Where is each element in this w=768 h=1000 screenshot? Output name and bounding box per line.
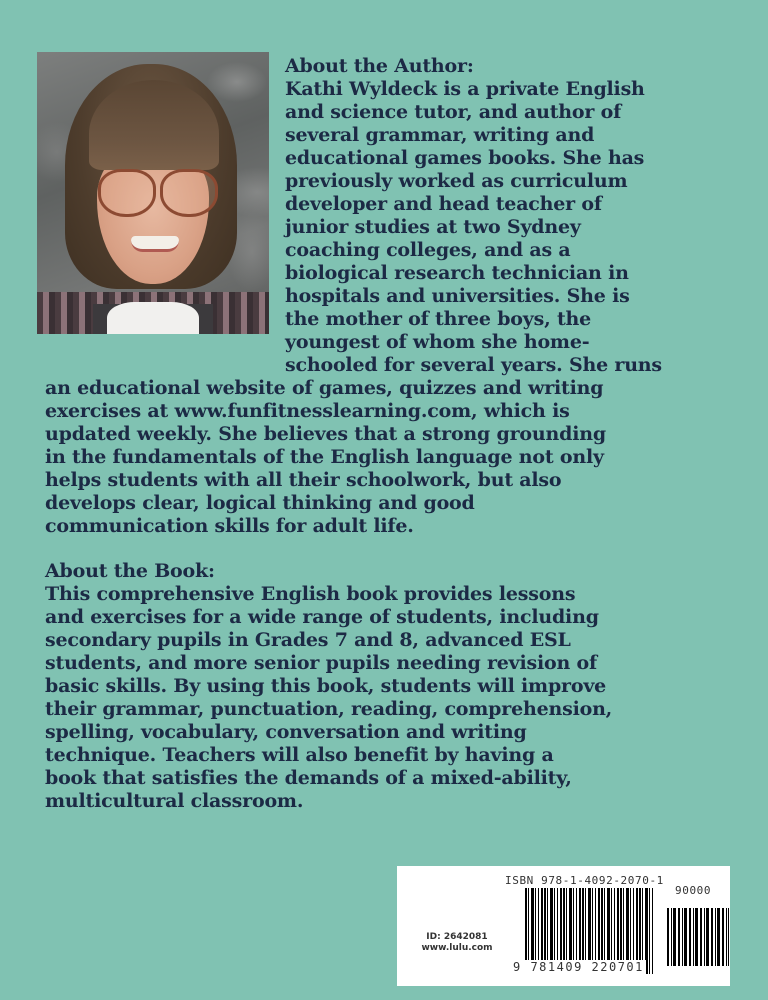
author-line: several grammar, writing and — [285, 124, 595, 146]
author-line: schooled for several years. She runs — [285, 354, 662, 376]
photo-shirt — [107, 302, 199, 334]
author-line: previously worked as curriculum — [285, 170, 628, 192]
author-line: an educational website of games, quizzes and writing — [45, 377, 604, 399]
author-line: updated weekly. She believes that a strong grounding — [45, 423, 606, 445]
author-line: helps students with all their schoolwork, but also — [45, 469, 562, 491]
author-line: communication skills for adult life. — [45, 515, 414, 537]
photo-smile — [131, 236, 179, 252]
book-line: and exercises for a wide range of students, including — [45, 606, 599, 628]
book-line: students, and more senior pupils needing revision of — [45, 652, 597, 674]
author-line: biological research technician in — [285, 262, 629, 284]
book-line: spelling, vocabulary, conversation and writing — [45, 721, 527, 743]
author-line: junior studies at two Sydney — [285, 216, 581, 238]
author-line: and science tutor, and author of — [285, 101, 622, 123]
book-line: their grammar, punctuation, reading, comprehension, — [45, 698, 613, 720]
id-label: ID: 2642081 — [426, 932, 488, 942]
addon-barcode-icon — [667, 908, 729, 966]
ean-digits: 9 781409 220701 — [513, 960, 644, 974]
book-line: secondary pupils in Grades 7 and 8, advanced ESL — [45, 629, 571, 651]
author-text-beside-photo — [285, 55, 662, 377]
book-line: basic skills. By using this book, students will improve — [45, 675, 607, 697]
book-heading: About the Book: — [45, 560, 215, 582]
author-line: coaching colleges, and as a — [285, 239, 571, 261]
publisher-website: www.lulu.com — [421, 943, 493, 953]
photo-glasses-right — [160, 169, 218, 217]
author-line: the mother of three boys, the — [285, 308, 592, 330]
author-line: in the fundamentals of the English language not only — [45, 446, 604, 468]
author-line: youngest of whom she home- — [285, 331, 590, 353]
author-line: educational games books. She has — [285, 147, 645, 169]
book-line: multicultural classroom. — [45, 790, 304, 812]
price-addon-number: 90000 — [675, 884, 712, 897]
isbn-label: ISBN 978-1-4092-2070-1 — [505, 874, 664, 887]
author-line: developer and head teacher of — [285, 193, 602, 215]
book-line: book that satisfies the demands of a mixed-ability, — [45, 767, 572, 789]
barcode-box — [397, 866, 730, 986]
author-line: develops clear, logical thinking and good — [45, 492, 475, 514]
author-text-full-width — [45, 377, 606, 538]
author-photo — [37, 52, 269, 334]
book-section — [45, 560, 612, 813]
book-line: technique. Teachers will also benefit by having a — [45, 744, 554, 766]
photo-glasses-left — [98, 169, 156, 217]
author-line: hospitals and universities. She is — [285, 285, 630, 307]
publisher-id — [417, 932, 497, 954]
author-heading: About the Author: — [285, 55, 474, 77]
author-line: exercises at www.funfitnesslearning.com, which is — [45, 400, 570, 422]
author-line: Kathi Wyldeck is a private English — [285, 78, 645, 100]
book-line: This comprehensive English book provides lessons — [45, 583, 576, 605]
